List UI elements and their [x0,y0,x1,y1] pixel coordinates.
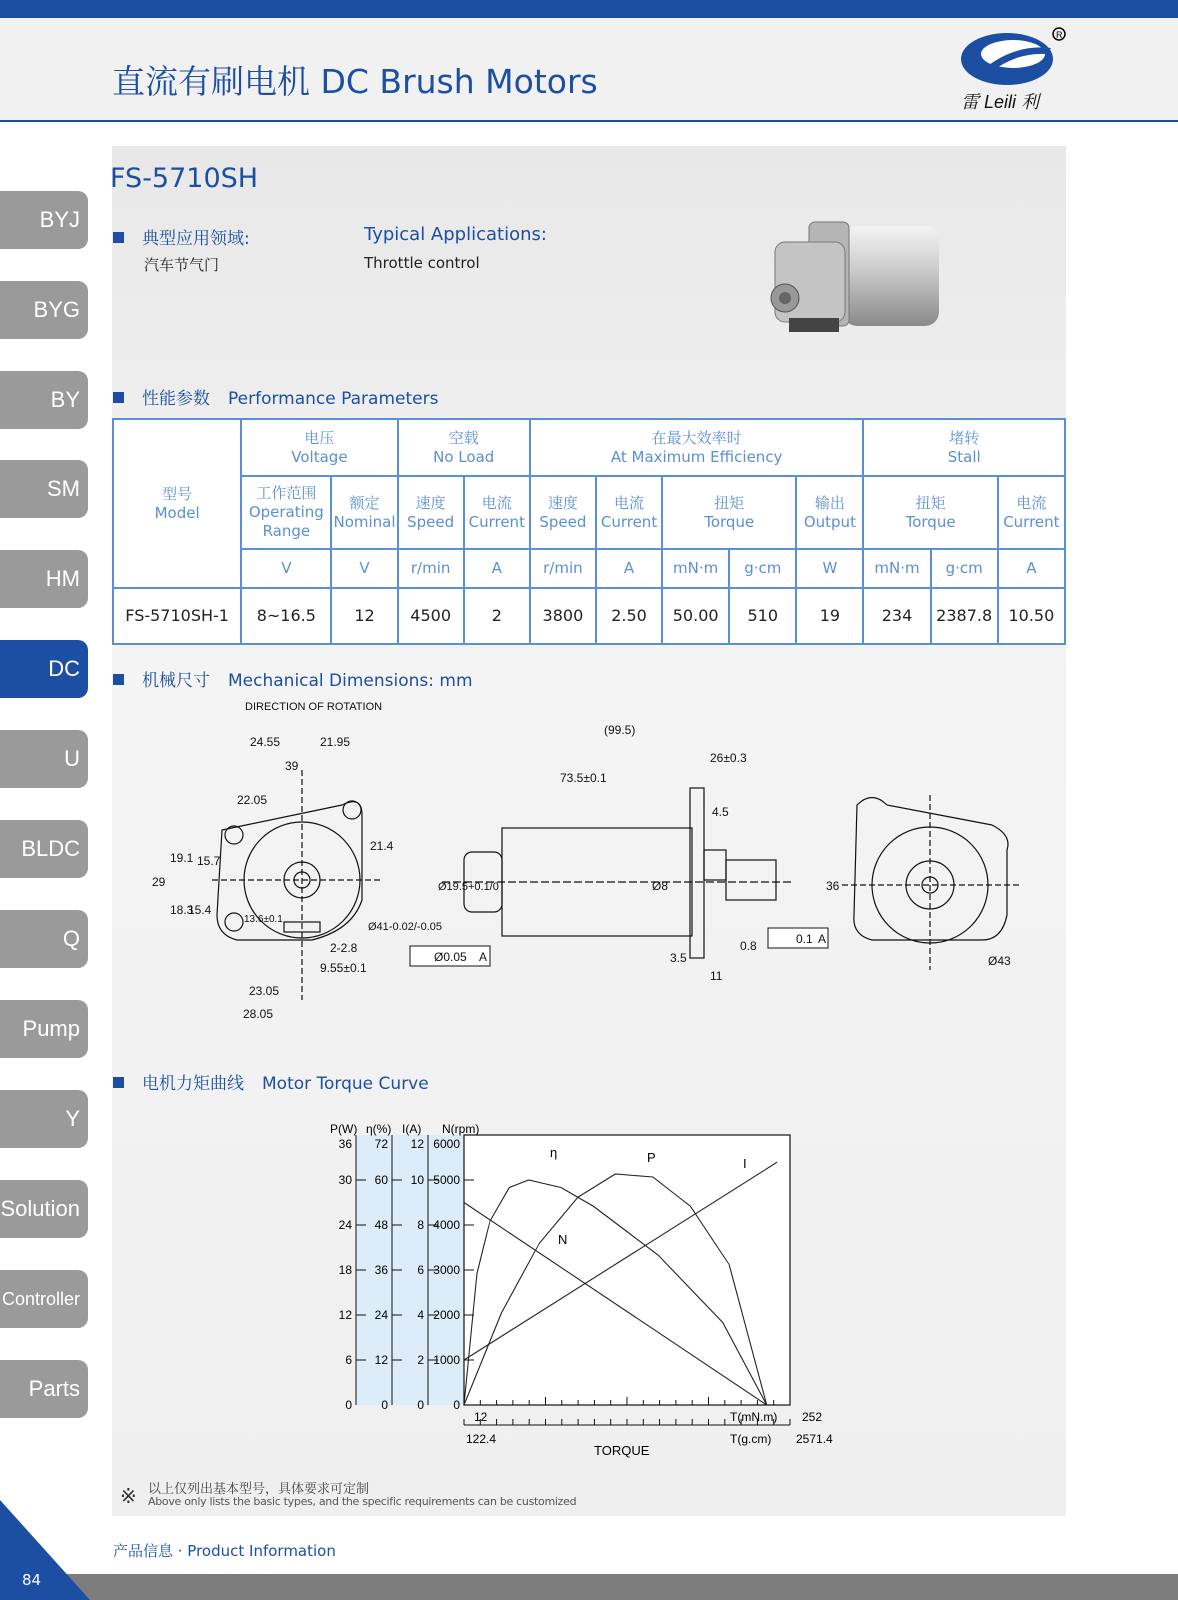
svg-text:R: R [1056,30,1063,40]
dim-label: 28.05 [243,1007,274,1021]
dim-label: 9.55±0.1 [320,961,367,975]
tick-label: 0 [417,1398,424,1412]
dim-label: 21.95 [320,735,351,749]
tick-label: 4 [417,1308,424,1322]
dim-label: 0.8 [740,939,757,953]
header-voltage: 电压 Voltage [241,419,397,476]
tick-label: 60 [374,1173,388,1187]
header-model: 型号 Model [113,419,241,588]
note-cn: 以上仅列出基本型号，具体要求可定制 [148,1482,370,1497]
mechanical-drawing [112,700,1066,1050]
motor-photo [755,212,955,352]
side-view [442,788,792,958]
side-tab-by[interactable]: BY [0,371,88,429]
side-tab-q[interactable]: Q [0,910,88,968]
dim-label: A [818,932,827,946]
dim-label: 21.4 [370,839,394,853]
header-operating-range: 工作范围 Operating Range [241,476,331,549]
dim-label: Ø8 [652,879,669,893]
header-max-efficiency: 在最大效率时 At Maximum Efficiency [530,419,864,476]
applications-en-label: Typical Applications: [364,224,547,245]
header-stall: 堵转 Stall [863,419,1065,476]
dim-label: Ø43 [988,954,1011,968]
tick-label: 0 [345,1398,352,1412]
tick-label: 30 [338,1173,352,1187]
note-mark: ※ [120,1484,137,1508]
svg-text:雷 Leili 利: 雷 Leili 利 [961,92,1040,112]
tick-label: 12 [338,1308,352,1322]
unit-cell: g·cm [729,549,796,588]
value-cell: 2.50 [596,588,662,644]
series-label-n: N [558,1232,568,1247]
performance-heading-en: Performance Parameters [228,389,439,409]
header-stall-torque: 扭矩 Torque [863,476,997,549]
header-stall-current: 电流 Current [998,476,1065,549]
dim-label: Ø0.05 [434,950,467,964]
side-tab-solution[interactable]: Solution [0,1180,88,1238]
dimensions-heading-en: Mechanical Dimensions: mm [228,671,473,691]
value-cell: 510 [729,588,796,644]
dim-label: 15.7 [197,854,221,868]
dim-label: 24.55 [250,735,281,749]
value-cell: 3800 [530,588,596,644]
tick-label: 12 [410,1137,424,1151]
bottom-bar [0,1574,1178,1600]
model-title: FS-5710SH [110,163,259,194]
page-number: 84 [22,1571,42,1589]
side-tab-pump[interactable]: Pump [0,1000,88,1058]
tick-label: 5000 [433,1173,460,1187]
value-cell: 4500 [398,588,464,644]
plot-area [464,1135,790,1405]
dim-label: Ø41-0.02/-0.05 [368,921,442,933]
header-maxeff-output: 输出 Output [796,476,863,549]
value-cell: 234 [863,588,930,644]
dim-label: 23.05 [249,984,280,998]
torque-curve-heading-cn: 电机力矩曲线 [142,1074,244,1094]
tick-label: 48 [374,1218,388,1232]
side-tab-bldc[interactable]: BLDC [0,820,88,878]
unit-cell: r/min [398,549,464,588]
tick-label: 36 [374,1263,388,1277]
dim-label: 19.1 [170,851,194,865]
tick-label: 2 [417,1353,424,1367]
dim-label: 18.3 [170,903,194,917]
tick-label: 18 [338,1263,352,1277]
axis-label: η(%) [366,1122,392,1136]
applications-cn-heading [113,224,250,249]
unit-cell: V [241,549,331,588]
tick-label: 24 [374,1308,388,1322]
x1-label: T(mN.m) [730,1410,778,1424]
tick-label: 24 [338,1218,352,1232]
dim-label: 39 [285,759,299,773]
dim-label: 15.4 [188,903,212,917]
torque-curve-heading [113,1069,429,1094]
value-cell: 10.50 [998,588,1065,644]
series-label-eta: η [550,1145,558,1160]
value-cell: 8~16.5 [241,588,331,644]
bullet-icon [113,674,124,685]
top-accent-bar [0,0,1178,18]
applications-en-value: Throttle control [364,254,480,272]
tick-label: 6 [417,1263,424,1277]
unit-cell: r/min [530,549,596,588]
dim-label: 0.1 [796,932,813,946]
dim-label: 13.6±0.1 [244,914,283,925]
side-tab-byg[interactable]: BYG [0,281,88,339]
header-maxeff-current: 电流 Current [596,476,662,549]
dim-label: 29 [152,875,166,889]
side-tab-hm[interactable]: HM [0,550,88,608]
torque-curve-heading-en: Motor Torque Curve [262,1074,429,1094]
tick-label: 2000 [433,1308,460,1322]
header-noload-current: 电流 Current [464,476,530,549]
x1-start: 12 [474,1410,488,1424]
unit-cell: A [464,549,530,588]
torque-curve-chart [330,1115,850,1470]
side-tab-byj[interactable]: BYJ [0,191,88,249]
dim-label: 22.05 [237,793,268,807]
value-cell: 50.00 [662,588,729,644]
dim-label: 2-2.8 [330,941,358,955]
rear-view [842,795,1022,970]
side-tab-y[interactable]: Y [0,1090,88,1148]
unit-cell: V [331,549,397,588]
unit-cell: mN·m [662,549,729,588]
value-cell: 2387.8 [931,588,998,644]
tick-label: 36 [338,1137,352,1151]
side-tab-controller[interactable]: Controller [0,1270,88,1328]
x2-end: 2571.4 [796,1432,833,1446]
x2-label: T(g.cm) [730,1432,772,1446]
header-no-load: 空载 No Load [398,419,530,476]
dimensions-heading-cn: 机械尺寸 [142,671,210,691]
footer-product-info: 产品信息 · Product Information [113,1542,336,1560]
dim-label: (99.5) [604,723,636,737]
dim-label: 26±0.3 [710,751,747,765]
tick-label: 6 [345,1353,352,1367]
dim-label: Ø19.5+0.1/0 [438,881,499,893]
header-maxeff-torque: 扭矩 Torque [662,476,796,549]
dim-label: A [479,950,488,964]
dimensions-heading [113,666,473,691]
axis-label: I(A) [402,1122,422,1136]
x-axis-title: TORQUE [594,1443,650,1458]
series-label-i: I [743,1156,747,1171]
model-cell: FS-5710SH-1 [113,588,241,644]
bullet-icon [113,232,124,243]
performance-table [112,418,1066,645]
tick-label: 10 [410,1173,424,1187]
dim-label: 3.5 [670,951,687,965]
dim-rotation: DIRECTION OF ROTATION [245,701,383,713]
value-cell: 19 [796,588,863,644]
value-cell: 12 [331,588,397,644]
side-tab-parts[interactable]: Parts [0,1360,88,1418]
applications-cn-label: 典型应用领域: [142,229,250,249]
tick-label: 72 [374,1137,388,1151]
note-en: Above only lists the basic types, and the specific requirements can be customized [148,1495,577,1508]
bullet-icon [113,392,124,403]
dim-label: 11 [710,969,723,983]
side-tab-sm[interactable]: SM [0,460,88,518]
applications-cn-value: 汽车节气门 [144,256,220,274]
performance-heading [113,384,438,409]
unit-cell: mN·m [863,549,930,588]
header-maxeff-speed: 速度 Speed [530,476,596,549]
unit-cell: W [796,549,863,588]
axis-label: P(W) [330,1122,358,1136]
tick-label: 0 [453,1398,460,1412]
bullet-icon [113,1077,124,1088]
dim-label: 73.5±0.1 [560,771,607,785]
page-title: 直流有刷电机 DC Brush Motors [112,62,598,101]
unit-cell: A [998,549,1065,588]
value-cell: 2 [464,588,530,644]
unit-cell: A [596,549,662,588]
axis-label: N(rpm) [442,1122,480,1136]
tick-label: 6000 [433,1137,460,1151]
side-tab-u[interactable]: U [0,730,88,788]
tick-label: 3000 [433,1263,460,1277]
x2-start: 122.4 [466,1432,497,1446]
tick-label: 8 [417,1218,424,1232]
x1-end: 252 [802,1410,823,1424]
tick-label: 0 [381,1398,388,1412]
unit-cell: g·cm [931,549,998,588]
tick-label: 4000 [433,1218,460,1232]
header-noload-speed: 速度 Speed [398,476,464,549]
dim-label: 4.5 [712,805,729,819]
page-corner [0,1500,90,1600]
header-nominal: 额定 Nominal [331,476,397,549]
leili-logo [955,24,1075,116]
tick-label: 1000 [433,1353,460,1367]
series-label-p: P [647,1150,656,1165]
tick-label: 12 [374,1353,388,1367]
side-tab-dc[interactable]: DC [0,640,88,698]
dim-label: 36 [826,879,840,893]
performance-heading-cn: 性能参数 [142,389,210,409]
